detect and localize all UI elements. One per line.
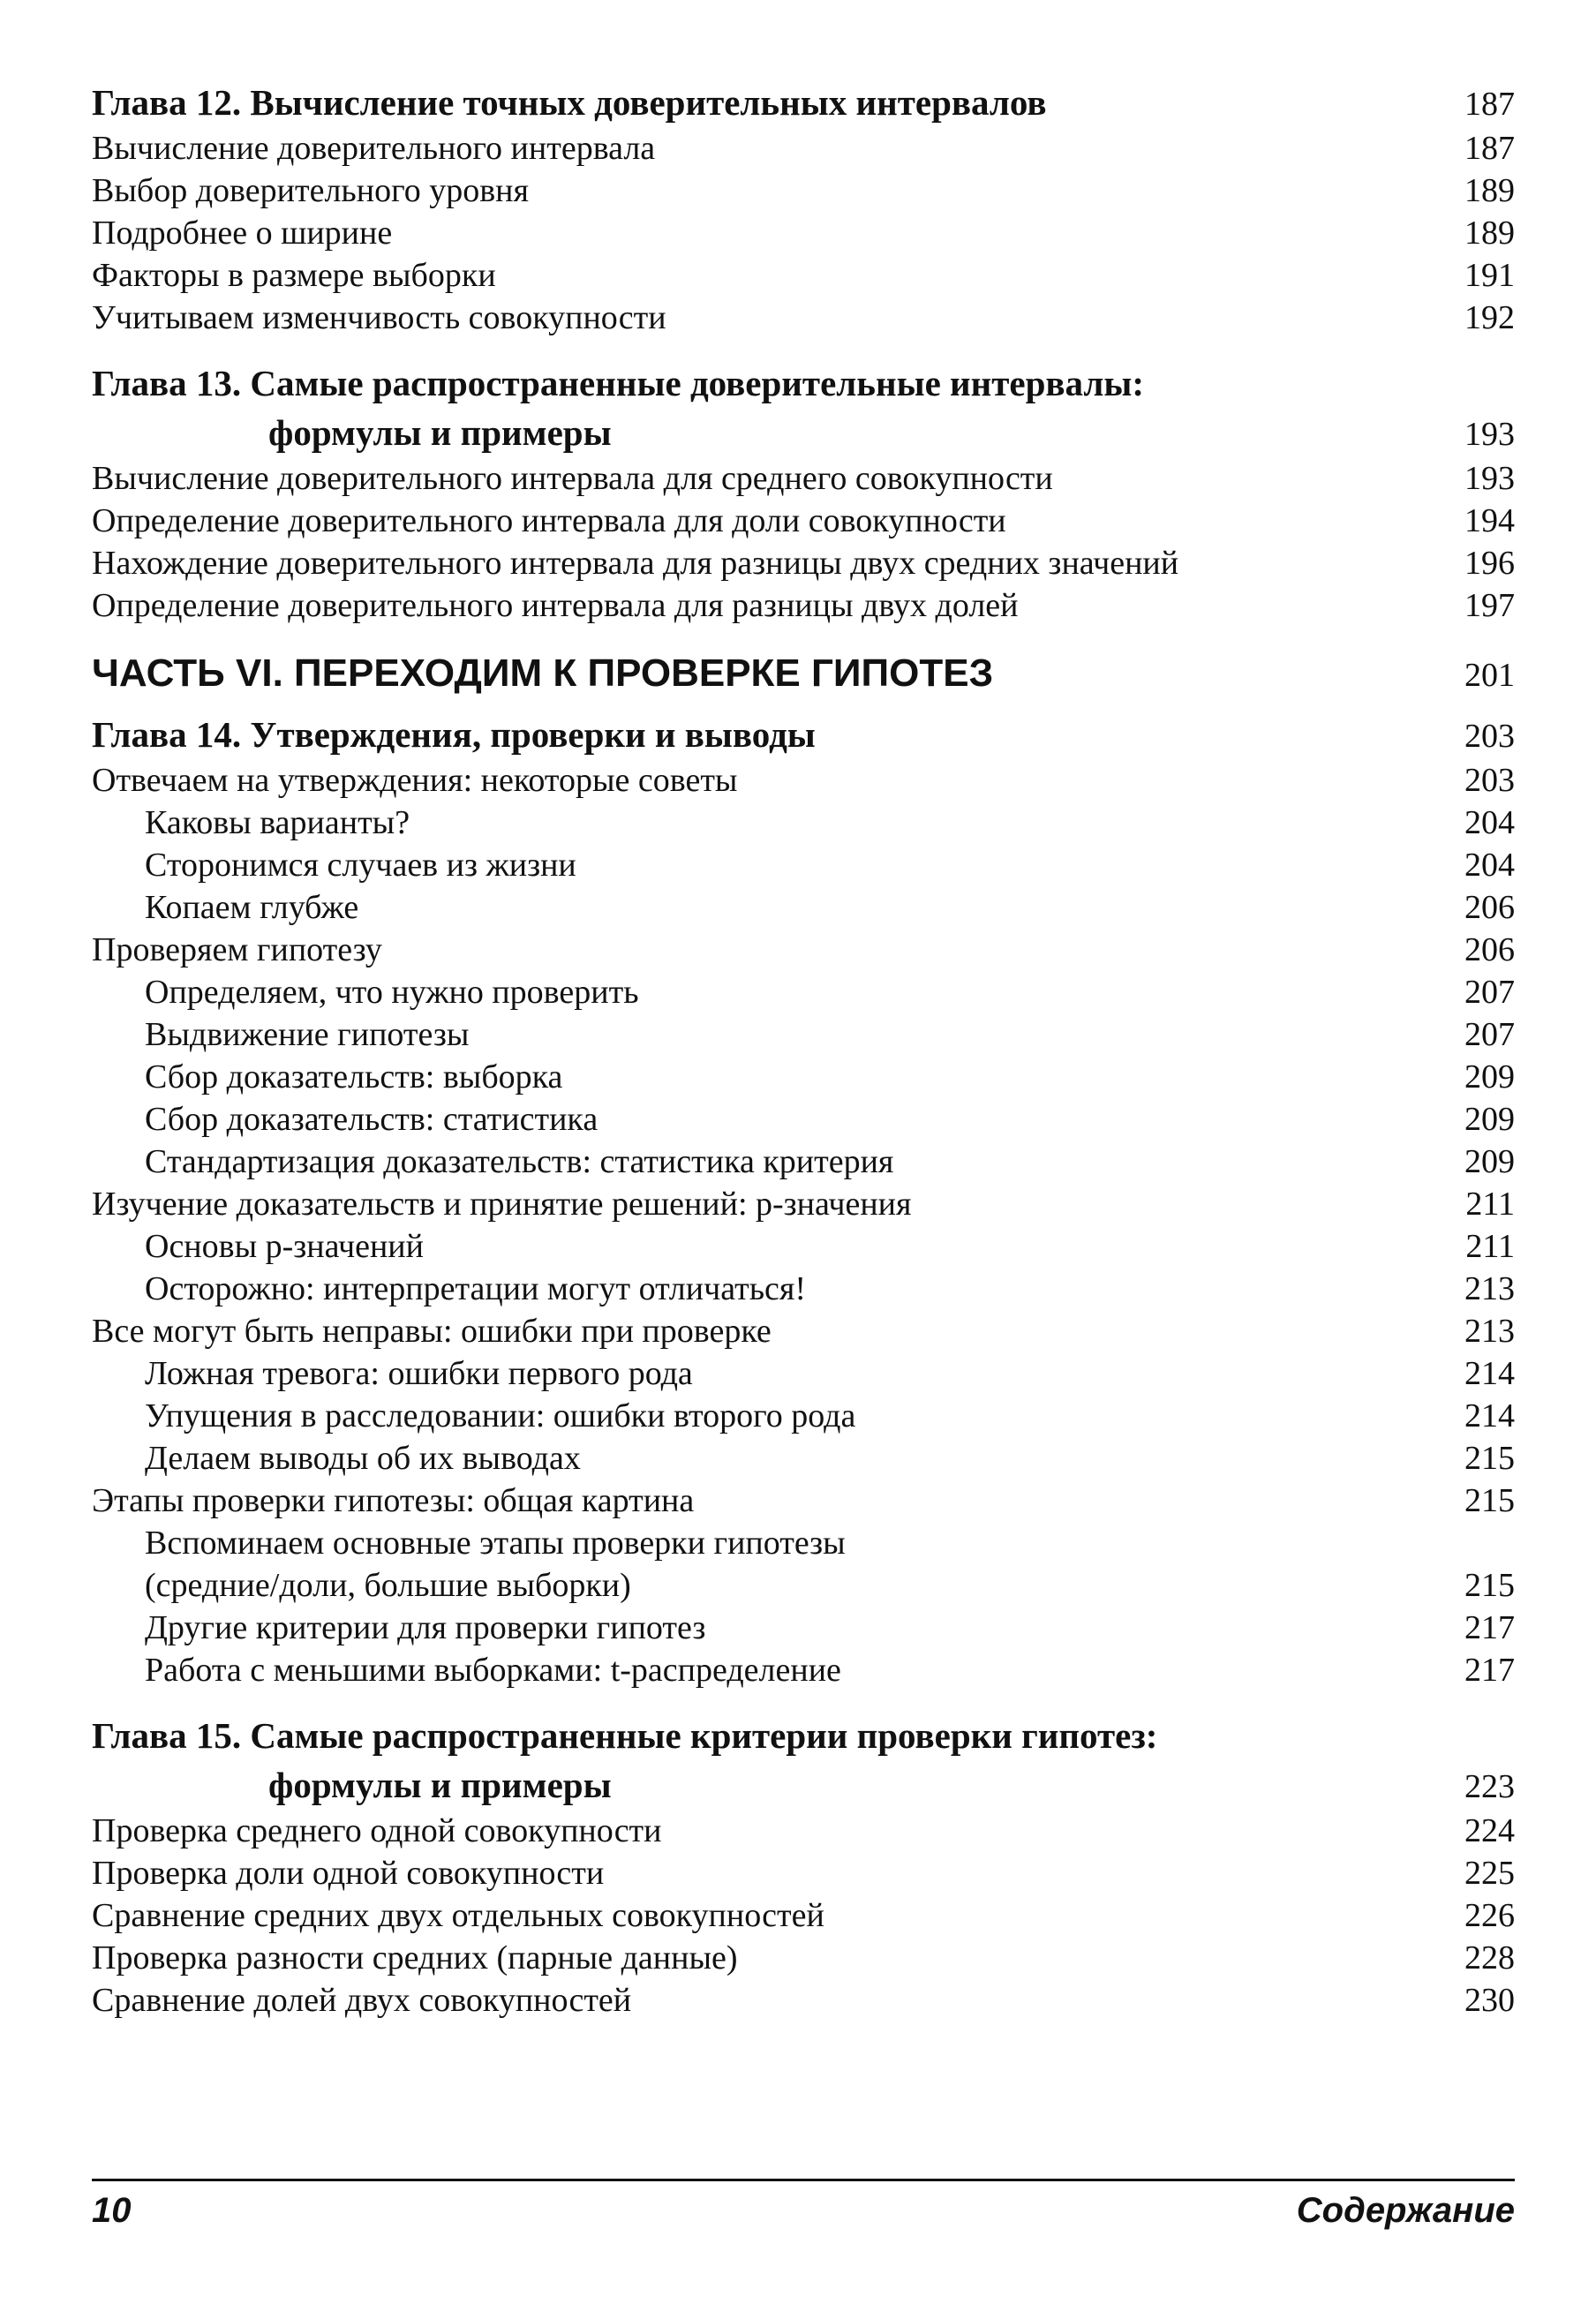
- chapter-title-continued: формулы и примеры: [268, 412, 612, 453]
- entry-page: 207: [1464, 974, 1515, 1011]
- entry-title: Все могут быть неправы: ошибки при проверке: [92, 1313, 772, 1350]
- toc-subentry: [92, 1013, 1515, 1056]
- entry-title: Проверка разности средних (парные данные): [92, 1939, 738, 1976]
- entry-title: Основы p-значений: [145, 1228, 424, 1265]
- entry-page: 203: [1464, 762, 1515, 799]
- toc-entry: [92, 542, 1515, 584]
- entry-title: Учитываем изменчивость совокупности: [92, 299, 666, 336]
- toc-subentry: [92, 1649, 1515, 1691]
- toc-entry: [92, 1183, 1515, 1225]
- toc-entry: [92, 1480, 1515, 1522]
- chapter-title-continued: формулы и примеры: [268, 1765, 612, 1805]
- chapter-12-heading: [92, 78, 1515, 127]
- page-footer: [92, 2191, 1515, 2231]
- entry-title: Проверяем гипотезу: [92, 931, 382, 968]
- chapter-page: 193: [1464, 416, 1515, 453]
- entry-page: 206: [1464, 931, 1515, 968]
- toc-subentry: [92, 1607, 1515, 1649]
- entry-page: 206: [1464, 889, 1515, 926]
- chapter-15-heading-line2: [92, 1760, 1515, 1810]
- entry-page: 207: [1464, 1016, 1515, 1053]
- toc-entry: [92, 457, 1515, 500]
- entry-page: 214: [1464, 1355, 1515, 1392]
- chapter-14-heading: [92, 710, 1515, 759]
- entry-title: Определение доверительного интервала для разницы двух долей: [92, 587, 1019, 624]
- toc-subentry: [92, 1056, 1515, 1098]
- chapter-title: Глава 12. Вычисление точных доверительных интервалов: [92, 82, 1047, 123]
- entry-title: Стандартизация доказательств: статистика критерия: [145, 1143, 894, 1180]
- toc-entry: [92, 759, 1515, 802]
- entry-title: Сравнение долей двух совокупностей: [92, 1982, 632, 2019]
- entry-title: Определяем, что нужно проверить: [145, 974, 639, 1011]
- entry-title: Вычисление доверительного интервала: [92, 130, 656, 167]
- toc-subentry: [92, 1522, 1515, 1564]
- chapter-title: Глава 15. Самые распространенные критерии проверки гипотез:: [92, 1715, 1158, 1756]
- entry-title: Выдвижение гипотезы: [145, 1016, 470, 1053]
- page-number: 10: [92, 2191, 132, 2230]
- entry-page: 217: [1464, 1609, 1515, 1646]
- part-title: ЧАСТЬ VI. ПЕРЕХОДИМ К ПРОВЕРКЕ ГИПОТЕЗ: [92, 651, 994, 695]
- entry-page: 189: [1464, 215, 1515, 252]
- chapter-13-heading-line1: [92, 358, 1515, 408]
- entry-page: 193: [1464, 460, 1515, 497]
- entry-title: Изучение доказательств и принятие решений: p-значения: [92, 1186, 912, 1223]
- entry-page: 217: [1464, 1652, 1515, 1689]
- toc-entry: [92, 500, 1515, 542]
- entry-title: Определение доверительного интервала для доли совокупности: [92, 502, 1006, 539]
- entry-page: 215: [1464, 1482, 1515, 1519]
- entry-page: 209: [1464, 1058, 1515, 1096]
- toc-subentry: [92, 1352, 1515, 1395]
- entry-page: 191: [1464, 257, 1515, 294]
- chapter-15-heading-line1: [92, 1711, 1515, 1760]
- entry-page: 228: [1464, 1939, 1515, 1976]
- entry-title: Нахождение доверительного интервала для разницы двух средних значений: [92, 545, 1179, 582]
- entry-title: Сравнение средних двух отдельных совокупностей: [92, 1897, 824, 1934]
- entry-title: Вычисление доверительного интервала для среднего совокупности: [92, 460, 1053, 497]
- toc-entry: [92, 1810, 1515, 1852]
- part-6-heading: [92, 646, 1515, 701]
- toc-entry: [92, 929, 1515, 971]
- spacer: [92, 627, 1515, 646]
- toc-subentry: [92, 1225, 1515, 1268]
- toc-subentry: [92, 1098, 1515, 1141]
- toc-subentry: [92, 844, 1515, 886]
- toc-entry: [92, 1894, 1515, 1937]
- entry-title: Другие критерии для проверки гипотез: [145, 1609, 706, 1646]
- entry-title: Этапы проверки гипотезы: общая картина: [92, 1482, 695, 1519]
- entry-page: 192: [1464, 299, 1515, 336]
- part-page: 201: [1464, 657, 1515, 694]
- chapter-page: 223: [1464, 1768, 1515, 1805]
- toc-entry: [92, 1852, 1515, 1894]
- entry-title: Проверка доли одной совокупности: [92, 1855, 605, 1892]
- toc-entry: [92, 584, 1515, 627]
- entry-page: 196: [1464, 545, 1515, 582]
- toc-entry: [92, 297, 1515, 339]
- entry-title: Копаем глубже: [145, 889, 359, 926]
- toc-entry: [92, 212, 1515, 254]
- toc-subentry: [92, 971, 1515, 1013]
- toc-subentry: [92, 1141, 1515, 1183]
- entry-page: 224: [1464, 1812, 1515, 1849]
- chapter-13-heading-line2: [92, 408, 1515, 457]
- entry-page: 226: [1464, 1897, 1515, 1934]
- toc-subentry: [92, 1437, 1515, 1480]
- spacer: [92, 339, 1515, 358]
- toc-entry: [92, 254, 1515, 297]
- toc-subentry: [92, 1395, 1515, 1437]
- entry-page: 197: [1464, 587, 1515, 624]
- entry-page: 230: [1464, 1982, 1515, 2019]
- chapter-title: Глава 14. Утверждения, проверки и выводы: [92, 714, 816, 755]
- entry-title: Факторы в размере выборки: [92, 257, 496, 294]
- entry-title: Сторонимся случаев из жизни: [145, 847, 576, 884]
- entry-page: 214: [1464, 1397, 1515, 1434]
- entry-page: 213: [1464, 1313, 1515, 1350]
- toc-entry: [92, 169, 1515, 212]
- entry-page: 215: [1464, 1440, 1515, 1477]
- entry-title: Упущения в расследовании: ошибки второго рода: [145, 1397, 856, 1434]
- spacer: [92, 701, 1515, 710]
- entry-title: Каковы варианты?: [145, 804, 410, 841]
- toc-entry: [92, 127, 1515, 169]
- toc-subentry: [92, 802, 1515, 844]
- entry-title: Делаем выводы об их выводах: [145, 1440, 581, 1477]
- toc-entry: [92, 1979, 1515, 2022]
- spacer: [92, 1691, 1515, 1711]
- entry-page: 211: [1465, 1186, 1515, 1223]
- entry-page: 189: [1464, 172, 1515, 209]
- chapter-page: 203: [1464, 718, 1515, 755]
- entry-title: Осторожно: интерпретации могут отличаться!: [145, 1270, 807, 1307]
- toc-subentry: [92, 886, 1515, 929]
- toc-entry: [92, 1310, 1515, 1352]
- toc-entry: [92, 1937, 1515, 1979]
- entry-title: Вспоминаем основные этапы проверки гипотезы: [145, 1525, 846, 1562]
- entry-page: 204: [1464, 847, 1515, 884]
- table-of-contents: [92, 78, 1515, 2022]
- entry-title: Отвечаем на утверждения: некоторые советы: [92, 762, 738, 799]
- chapter-page: 187: [1464, 86, 1515, 123]
- entry-title: Выбор доверительного уровня: [92, 172, 529, 209]
- entry-title: (средние/доли, большие выборки): [145, 1567, 631, 1604]
- entry-page: 209: [1464, 1143, 1515, 1180]
- toc-subentry: [92, 1564, 1515, 1607]
- entry-title: Проверка среднего одной совокупности: [92, 1812, 662, 1849]
- entry-title: Работа с меньшими выборками: t-распределение: [145, 1652, 841, 1689]
- entry-page: 209: [1464, 1101, 1515, 1138]
- entry-title: Сбор доказательств: выборка: [145, 1058, 563, 1096]
- entry-page: 187: [1464, 130, 1515, 167]
- entry-page: 225: [1464, 1855, 1515, 1892]
- entry-title: Сбор доказательств: статистика: [145, 1101, 598, 1138]
- entry-title: Подробнее о ширине: [92, 215, 393, 252]
- chapter-title: Глава 13. Самые распространенные доверительные интервалы:: [92, 363, 1145, 403]
- running-head: Содержание: [1296, 2191, 1515, 2230]
- entry-page: 213: [1464, 1270, 1515, 1307]
- footer-divider: [92, 2179, 1515, 2181]
- entry-page: 204: [1464, 804, 1515, 841]
- entry-page: 194: [1464, 502, 1515, 539]
- toc-subentry: [92, 1268, 1515, 1310]
- entry-page: 215: [1464, 1567, 1515, 1604]
- entry-title: Ложная тревога: ошибки первого рода: [145, 1355, 693, 1392]
- entry-page: 211: [1465, 1228, 1515, 1265]
